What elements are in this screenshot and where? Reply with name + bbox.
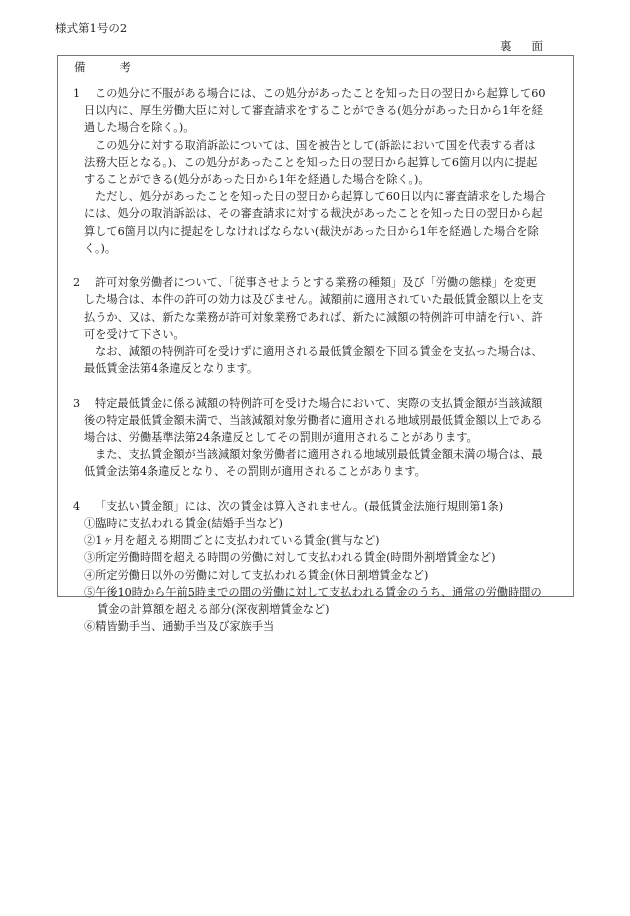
excluded-wage-item: ⑥精皆勤手当、通勤手当及び家族手当 xyxy=(84,620,275,634)
section-text: ただし、処分があったことを知った日の翌日から起算して60日以内に審査請求をした場合 xyxy=(95,190,546,204)
section-text: 日以内に、厚生労働大臣に対して審査請求をすることができる(処分があった日から1年を経 xyxy=(84,104,543,118)
section-text: く。)。 xyxy=(84,241,117,255)
section-text: 許可対象労働者について、「従事させようとする業務の種類」及び「労働の態様」を変更 xyxy=(95,276,537,290)
section-number: 4 xyxy=(73,499,81,513)
section-text: 特定最低賃金に係る減額の特例許可を受けた場合において、実際の支払賃金額が当該減額 xyxy=(95,396,543,410)
section-text: この処分に対する取消訴訟については、国を被告として(訴訟において国を代表する者は xyxy=(95,138,536,152)
section-text: 場合は、労働基準法第24条違反としてその罰則が適用されることがあります。 xyxy=(84,431,478,445)
remarks-title-2: 考 xyxy=(119,60,131,74)
section-text: 過した場合を除く。)。 xyxy=(84,121,195,135)
section-number: 1 xyxy=(73,87,81,100)
remark-section-4 xyxy=(73,498,563,636)
section-number: 3 xyxy=(73,396,81,410)
excluded-wage-item-continuation: 賃金の計算額を超える部分(深夜割増賃金など) xyxy=(97,603,330,617)
section-text: 算して6箇月以内に提起をしなければならない(裁決があった日から1年を経過した場合を除 xyxy=(84,224,539,238)
section-text: 払うか、又は、新たな業務が許可対象業務であれば、新たに減額の特例許可申請を行い、許 xyxy=(84,310,543,324)
section-text: 低賃金法第4条違反となり、その罰則が適用されることがあります。 xyxy=(84,465,426,479)
section-text: また、支払賃金額が当該減額対象労働者に適用される地域別最低賃金額未満の場合は、最 xyxy=(95,448,543,462)
remark-section-2 xyxy=(73,274,563,377)
form-number: 様式第1号の2 xyxy=(55,21,128,35)
excluded-wage-item: ⑤午後10時から午前5時までの間の労働に対して支払われる賃金のうち、通常の労働時間の xyxy=(84,585,542,599)
section-text: 法務大臣となる。)、この処分があったことを知った日の翌日から起算して6箇月以内に提起 xyxy=(84,155,538,169)
excluded-wage-item: ②1ヶ月を超える期間ごとに支払われている賃金(賞与など) xyxy=(84,534,380,548)
page-side-label xyxy=(500,38,543,54)
remarks-box xyxy=(57,55,574,634)
section-text: この処分に不服がある場合には、この処分があったことを知った日の翌日から起算して60 xyxy=(95,87,546,100)
remarks-title xyxy=(74,59,131,75)
page-side-label-1: 裏 xyxy=(500,39,512,53)
excluded-wage-item: ④所定労働日以外の労働に対して支払われる賃金(休日割増賃金など) xyxy=(84,568,429,582)
section-text: なお、減額の特例許可を受けずに適用される最低賃金額を下回る賃金を支払った場合は、 xyxy=(95,345,543,359)
remark-section-1 xyxy=(73,85,563,257)
remarks-title-1: 備 xyxy=(74,60,86,74)
section-text: することができる(処分があった日から1年を経過した場合を除く。)。 xyxy=(84,173,430,187)
remark-section-3 xyxy=(73,395,563,481)
section-text: した場合は、本件の許可の効力は及びません。減額前に適用されていた最低賃金額以上を支 xyxy=(84,293,544,307)
section-text: 後の特定最低賃金額未満で、当該減額対象労働者に適用される地域別最低賃金額以上である xyxy=(84,413,543,427)
page-side-label-2: 面 xyxy=(531,39,543,53)
section-number: 2 xyxy=(73,276,81,290)
section-text: 可を受けて下さい。 xyxy=(84,327,185,341)
excluded-wage-item: ①臨時に支払われる賃金(結婚手当など) xyxy=(84,517,283,531)
remarks-content xyxy=(73,85,563,653)
section-text: 最低賃金法第4条違反となります。 xyxy=(84,362,259,376)
section-text: 「支払い賃金額」には、次の賃金は算入されません。(最低賃金法施行規則第1条) xyxy=(95,499,504,513)
section-text: には、処分の取消訴訟は、その審査請求に対する裁決があったことを知った日の翌日から起 xyxy=(84,207,543,221)
excluded-wage-item: ③所定労働時間を超える時間の労働に対して支払われる賃金(時間外割増賃金など) xyxy=(84,551,496,565)
